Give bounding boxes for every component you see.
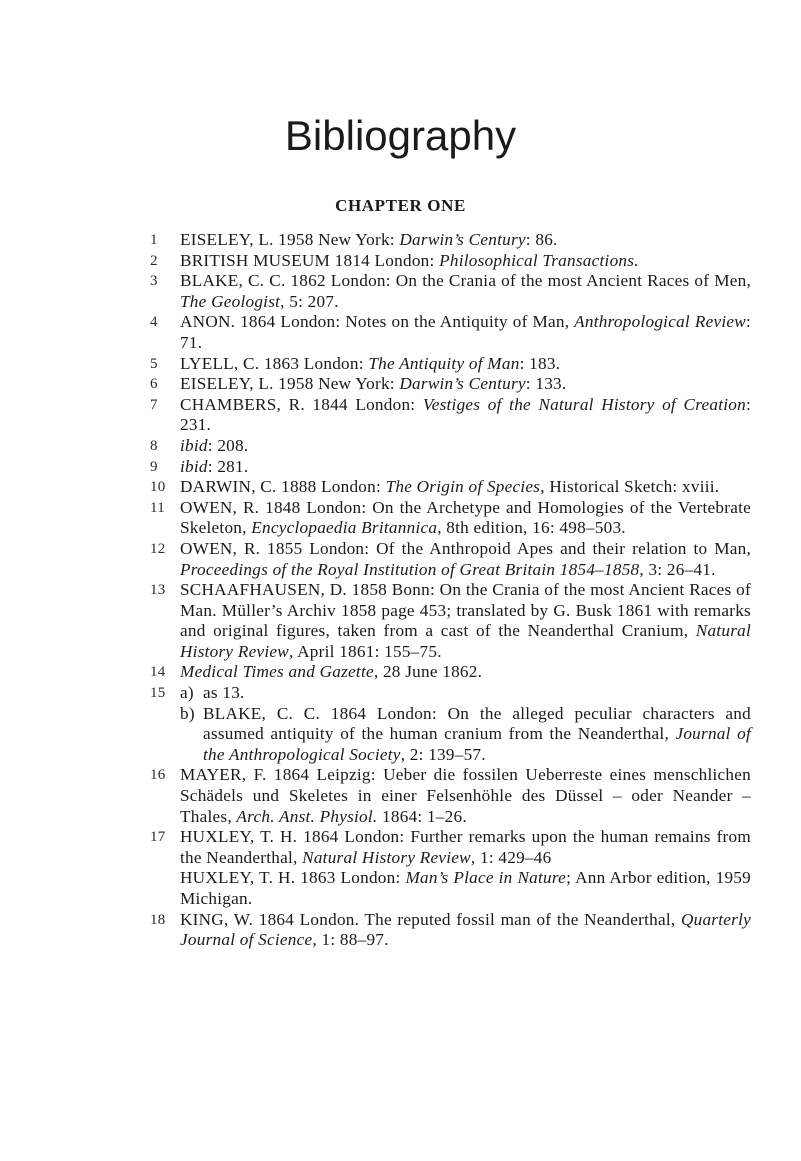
entry-italic-text: ibid <box>180 456 208 476</box>
bibliography-entry <box>0 662 751 683</box>
bibliography-entry <box>0 457 751 478</box>
entry-citation <box>180 765 751 827</box>
entry-number: 14 <box>150 664 166 681</box>
entry-citation <box>180 868 751 909</box>
entry-text: MAYER, F. 1864 Leipzig: Ueber die fossilen Ueberreste eines menschlichen Schädels und Skeletes in einer Felsenhöhle des Düssel – oder Neander – Thales, <box>180 765 751 826</box>
entry-text: , 3: 26–41. <box>639 559 716 579</box>
entry-citation <box>180 271 751 312</box>
entry-number: 17 <box>150 829 166 846</box>
entry-italic-text: Journal of the Anthropological Society <box>203 724 751 764</box>
entry-number: 8 <box>150 437 158 454</box>
entry-text: : 71. <box>180 312 751 352</box>
entry-citation <box>180 312 751 353</box>
entry-text: : 133. <box>525 374 567 394</box>
entry-text: KING, W. 1864 London. The reputed fossil man of the Neanderthal, <box>180 909 681 929</box>
entry-text: , 28 June 1862. <box>373 662 483 682</box>
entry-text: CHAMBERS, R. 1844 London: <box>180 394 423 414</box>
entry-text: as 13. <box>203 683 245 703</box>
entry-text: , 5: 207. <box>280 291 339 311</box>
entry-citation <box>180 498 751 539</box>
entry-citation <box>180 827 751 868</box>
entry-text: OWEN, R. 1855 London: Of the Anthropoid Apes and their relation to Man, <box>180 538 751 558</box>
bibliography-entry <box>0 580 751 662</box>
entry-italic-text: The Geologist <box>180 291 281 311</box>
entry-number: 15 <box>150 685 166 702</box>
bibliography-entry <box>0 436 751 457</box>
entry-number: 9 <box>150 458 158 475</box>
entry-text: EISELEY, L. 1958 New York: <box>180 230 400 249</box>
entry-text: : 183. <box>519 353 561 373</box>
bibliography-entry <box>0 910 751 951</box>
entry-text: BLAKE, C. C. 1864 London: On the alleged peculiar characters and assumed antiquity of the human cranium from the Neanderthal, <box>203 703 751 744</box>
entry-text: BLAKE, C. C. 1862 London: On the Crania of the most Ancient Races of Men, <box>180 271 751 291</box>
entry-text: SCHAAFHAUSEN, D. 1858 Bonn: On the Crania of the most Ancient Races of Man. Müller’s Archiv 1858 page 453; translated by G. Busk 1861 with remarks and original figures, taken from a cast of the Neanderthal Cranium, <box>180 580 751 641</box>
entry-citation <box>180 354 751 375</box>
entry-number: 18 <box>150 911 166 928</box>
entry-number: 7 <box>150 396 158 413</box>
sub-label: b) <box>180 703 195 723</box>
sub-citation-text <box>203 704 751 766</box>
entry-text: : 208. <box>207 435 249 455</box>
entry-text: , 2: 139–57. <box>400 744 486 764</box>
entry-citation <box>180 395 751 436</box>
entry-italic-text: Arch. Anst. Physiol. <box>236 806 378 826</box>
entry-text: , Historical Sketch: xviii. <box>540 477 720 497</box>
entry-text: LYELL, C. 1863 London: <box>180 353 369 373</box>
entry-citation <box>180 910 751 951</box>
entry-number: 13 <box>150 582 166 599</box>
bibliography-entry <box>0 827 751 909</box>
entry-italic-text: Natural History Review <box>180 621 751 661</box>
entry-italic-text: Darwin’s Century <box>399 374 526 394</box>
entry-number: 2 <box>150 252 158 269</box>
entry-number: 11 <box>150 499 165 516</box>
entry-text: : 86. <box>525 230 558 249</box>
entry-italic-text: Man’s Place in Nature <box>405 868 567 888</box>
entry-text: : 281. <box>207 456 249 476</box>
entry-text: 1864: 1–26. <box>377 806 467 826</box>
bibliography-list <box>0 230 801 951</box>
entry-citation <box>180 580 751 662</box>
entry-sub-citation <box>180 704 751 766</box>
bibliography-entry <box>0 230 751 251</box>
entry-italic-text: Darwin’s Century <box>399 230 526 249</box>
entry-citation <box>180 662 751 683</box>
entry-text: , 8th edition, 16: 498–503. <box>437 518 626 538</box>
entry-italic-text: Anthropological Review <box>574 312 746 332</box>
entry-text: BRITISH MUSEUM 1814 London: <box>180 250 440 270</box>
sub-citation-text <box>203 683 751 704</box>
bibliography-entry <box>0 251 751 272</box>
bibliography-entry <box>0 498 751 539</box>
bibliography-entry <box>0 271 751 312</box>
entry-number: 12 <box>150 540 166 557</box>
bibliography-entry <box>0 539 751 580</box>
entry-italic-text: ibid <box>180 435 208 455</box>
entry-italic-text: Quarterly Journal of Science <box>180 909 751 950</box>
entry-citation <box>180 230 751 251</box>
entry-number: 4 <box>150 314 158 331</box>
bibliography-entry <box>0 395 751 436</box>
entry-number: 16 <box>150 767 166 784</box>
sub-label: a) <box>180 683 194 703</box>
entry-text: HUXLEY, T. H. 1864 London: Further remarks upon the human remains from the Neanderthal, <box>180 827 751 867</box>
entry-italic-text: The Origin of Species <box>385 477 541 497</box>
bibliography-entry <box>0 477 751 498</box>
entry-text: ; Ann Arbor edition, 1959 Michigan. <box>180 868 751 908</box>
entry-italic-text: Medical Times and Gazette <box>180 662 374 682</box>
entry-citation <box>180 436 751 457</box>
entry-number: 6 <box>150 376 158 393</box>
entry-text: DARWIN, C. 1888 London: <box>180 477 386 497</box>
entry-text: , 1: 88–97. <box>312 930 389 950</box>
bibliography-entry <box>0 683 751 765</box>
entry-number: 1 <box>150 232 158 248</box>
entry-text: : 231. <box>180 394 751 435</box>
entry-text: HUXLEY, T. H. 1863 London: <box>180 868 406 888</box>
entry-citation <box>180 477 751 498</box>
bibliography-entry <box>0 765 751 827</box>
entry-number: 10 <box>150 479 166 496</box>
entry-sub-citation <box>180 683 751 704</box>
entry-text: ANON. 1864 London: Notes on the Antiquity of Man, <box>180 312 575 332</box>
page-title: Bibliography <box>284 112 517 159</box>
entry-italic-text: Encyclopaedia Britannica <box>251 518 438 538</box>
entry-text: , 1: 429–46 <box>470 847 552 867</box>
bibliography-entry <box>0 354 751 375</box>
entry-citation <box>180 457 751 478</box>
entry-italic-text: Natural History Review <box>302 847 471 867</box>
entry-text: EISELEY, L. 1958 New York: <box>180 374 400 394</box>
bibliography-entry <box>0 312 751 353</box>
entry-text: OWEN, R. 1848 London: On the Archetype and Homologies of the Vertebrate Skeleton, <box>180 497 751 538</box>
entry-italic-text: Proceedings of the Royal Institution of Great Britain 1854–1858 <box>180 559 640 579</box>
entry-italic-text: Vestiges of the Natural History of Creation <box>422 394 746 414</box>
entry-citation <box>180 374 751 395</box>
entry-number: 3 <box>150 273 158 290</box>
entry-italic-text: Philosophical Transactions. <box>439 250 639 270</box>
entry-citation <box>180 539 751 580</box>
chapter-heading: CHAPTER ONE <box>335 196 466 215</box>
entry-number: 5 <box>150 355 158 372</box>
bibliography-entry <box>0 374 751 395</box>
entry-text: , April 1861: 155–75. <box>288 641 442 661</box>
entry-citation <box>180 251 751 272</box>
entry-italic-text: The Antiquity of Man <box>368 353 520 373</box>
